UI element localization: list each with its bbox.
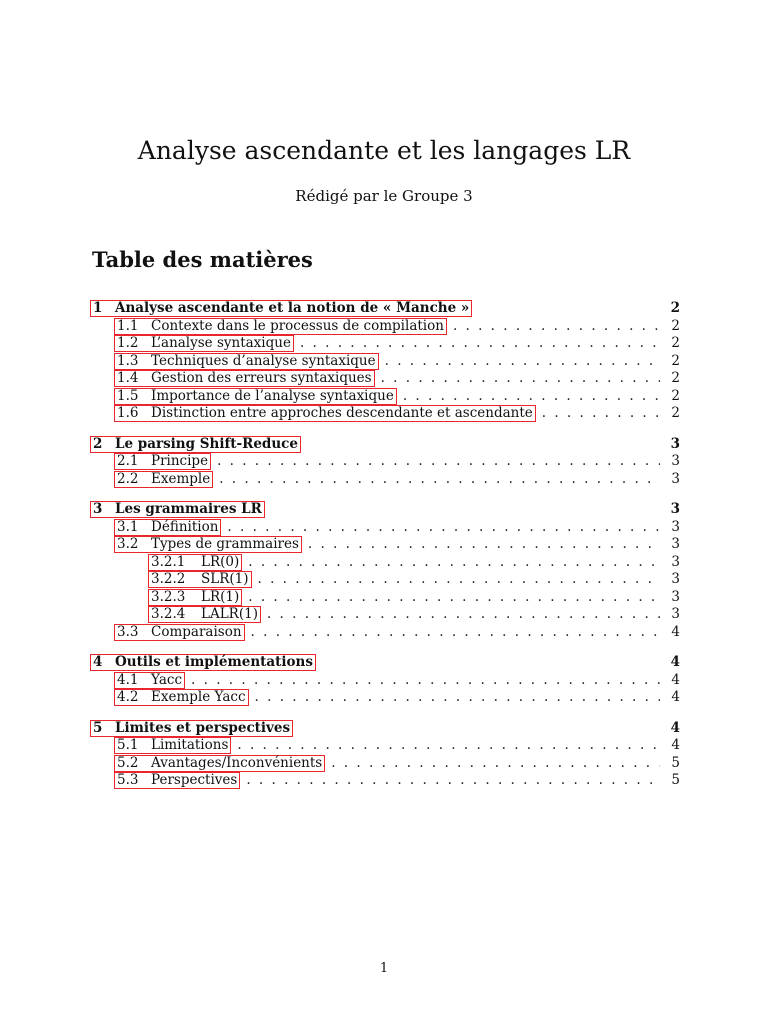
toc-entry-title: Gestion des erreurs syntaxiques [151, 370, 372, 386]
toc-entry-number: 1 [93, 300, 103, 316]
toc-page-number: 2 [671, 387, 680, 404]
toc-entry-link[interactable] [90, 720, 293, 737]
toc-page-number: 5 [671, 772, 680, 788]
dot-leader [403, 388, 660, 406]
toc-entry-title: SLR(1) [201, 571, 249, 587]
toc-entry-link[interactable] [114, 689, 249, 706]
toc-subsection-row [90, 737, 680, 755]
toc-page-number: 2 [670, 300, 680, 316]
dot-leader [258, 571, 660, 589]
toc-subsection-row [90, 335, 680, 353]
toc-entry-title: LR(0) [201, 553, 240, 570]
toc-page-number: 4 [671, 623, 680, 640]
toc-entry-title: Limitations [151, 737, 229, 753]
table-of-contents [90, 300, 680, 803]
toc-entry-title: Yacc [151, 671, 183, 688]
dot-leader [308, 536, 660, 554]
toc-entry-number: 5.2 [117, 754, 139, 771]
toc-page-number: 4 [671, 671, 680, 688]
toc-section-row [90, 654, 680, 672]
toc-entry-title: Perspectives [151, 772, 238, 788]
toc-entry-link[interactable] [90, 501, 265, 518]
toc-page-number: 2 [671, 405, 680, 421]
toc-entry-link[interactable] [114, 536, 302, 553]
dot-leader [385, 353, 660, 371]
toc-subsection-row [90, 370, 680, 388]
toc-entry-link[interactable] [114, 519, 221, 536]
toc-entry-number: 1.4 [117, 370, 139, 386]
dot-leader [267, 606, 660, 624]
toc-entry-title: Exemple [151, 470, 211, 487]
toc-entry-link[interactable] [148, 571, 252, 588]
toc-subsubsection-row [90, 571, 680, 589]
toc-entry-link[interactable] [114, 370, 375, 387]
dot-leader [251, 624, 660, 642]
toc-page-number: 2 [671, 335, 680, 351]
toc-entry-link[interactable] [114, 388, 397, 405]
toc-page-number: 2 [671, 352, 680, 369]
toc-entry-number: 1.6 [117, 405, 139, 421]
toc-entry-title: Contexte dans le processus de compilation [151, 317, 444, 334]
toc-entry-title: Principe [151, 453, 209, 469]
toc-section [90, 436, 680, 489]
toc-page-number: 3 [671, 470, 680, 487]
toc-entry-number: 5.1 [117, 737, 139, 753]
toc-entry-number: 4.1 [117, 671, 139, 688]
toc-entry-number: 2.1 [117, 453, 139, 469]
toc-page-number: 4 [670, 654, 680, 670]
dot-leader [255, 689, 660, 707]
toc-entry-number: 5.3 [117, 772, 139, 788]
toc-entry-number: 4 [93, 654, 103, 670]
toc-entry-number: 3 [93, 501, 103, 517]
toc-page-number: 3 [671, 553, 680, 570]
toc-page-number: 3 [670, 501, 680, 517]
toc-entry-title: Exemple Yacc [151, 689, 246, 705]
toc-entry-number: 3.3 [117, 623, 139, 640]
toc-section [90, 720, 680, 790]
toc-entry-number: 2.2 [117, 470, 139, 487]
dot-leader [453, 318, 660, 336]
toc-entry-number: 3.2 [117, 536, 139, 552]
toc-entry-title: LR(1) [201, 588, 240, 605]
toc-entry-number: 3.2.3 [151, 588, 186, 605]
toc-entry-title: LALR(1) [201, 606, 258, 622]
toc-page-number: 4 [671, 689, 680, 705]
toc-entry-link[interactable] [114, 335, 294, 352]
dot-leader [237, 737, 660, 755]
toc-entry-number: 4.2 [117, 689, 139, 705]
toc-entry-title: Les grammaires LR [115, 501, 262, 517]
toc-page-number: 3 [671, 588, 680, 605]
toc-section-row [90, 720, 680, 738]
toc-page-number: 3 [671, 571, 680, 587]
toc-subsection-row [90, 405, 680, 423]
toc-entry-number: 5 [93, 719, 103, 736]
toc-entry-link[interactable] [114, 318, 447, 335]
toc-page-number: 3 [671, 606, 680, 622]
toc-entry-number: 1.3 [117, 352, 139, 369]
toc-subsection-row [90, 453, 680, 471]
page-number: 1 [379, 961, 389, 976]
toc-subsection-row [90, 353, 680, 371]
dot-leader [248, 589, 660, 607]
toc-entry-number: 3.2.2 [151, 571, 186, 587]
toc-entry-link[interactable] [114, 453, 211, 470]
toc-entry-number: 3.2.4 [151, 606, 186, 622]
toc-subsection-row [90, 672, 680, 690]
toc-entry-title: Analyse ascendante et la notion de « Manche » [115, 300, 470, 316]
toc-page-number: 4 [671, 737, 680, 753]
dot-leader [381, 370, 660, 388]
dot-leader [300, 335, 660, 353]
dot-leader [191, 672, 660, 690]
toc-page-number: 2 [671, 317, 680, 334]
toc-entry-link[interactable] [90, 654, 316, 671]
toc-page-number: 2 [671, 370, 680, 386]
toc-entry-title: Outils et implémentations [115, 654, 313, 670]
toc-entry-title: Le parsing Shift-Reduce [115, 435, 298, 452]
document-title: Analyse ascendante et les langages LR [137, 136, 631, 165]
toc-entry-title: Définition [151, 518, 219, 535]
dot-leader [217, 453, 660, 471]
toc-section [90, 654, 680, 707]
toc-entry-link[interactable] [114, 353, 379, 370]
toc-subsubsection-row [90, 554, 680, 572]
toc-subsection-row [90, 388, 680, 406]
toc-entry-link[interactable] [114, 405, 536, 422]
toc-subsection-row [90, 318, 680, 336]
toc-section [90, 300, 680, 423]
toc-subsection-row [90, 471, 680, 489]
toc-section-row [90, 300, 680, 318]
toc-entry-link[interactable] [114, 624, 245, 641]
toc-entry-number: 3.2.1 [151, 553, 186, 570]
toc-entry-link[interactable] [114, 755, 325, 772]
toc-entry-link[interactable] [148, 589, 242, 606]
toc-entry-title: Avantages/Inconvénients [151, 754, 323, 771]
toc-entry-title: Techniques d’analyse syntaxique [151, 352, 376, 369]
dot-leader [219, 471, 660, 489]
toc-page-number: 3 [671, 518, 680, 535]
toc-entry-title: Importance de l’analyse syntaxique [151, 387, 394, 404]
toc-entry-title: Distinction entre approches descendante et ascendante [151, 405, 533, 421]
toc-section-row [90, 436, 680, 454]
toc-subsection-row [90, 755, 680, 773]
toc-entry-link[interactable] [114, 471, 213, 488]
toc-page-number: 4 [670, 719, 680, 736]
toc-entry-number: 1.1 [117, 317, 139, 334]
toc-entry-link[interactable] [114, 672, 185, 689]
toc-subsection-row [90, 689, 680, 707]
toc-entry-link[interactable] [148, 606, 261, 623]
toc-subsection-row [90, 624, 680, 642]
toc-page-number: 5 [671, 754, 680, 771]
toc-entry-link[interactable] [114, 772, 240, 789]
toc-entry-link[interactable] [114, 737, 231, 754]
toc-page-number: 3 [671, 453, 680, 469]
toc-section-row [90, 501, 680, 519]
toc-entry-number: 3.1 [117, 518, 139, 535]
toc-entry-link[interactable] [148, 554, 242, 571]
dot-leader [248, 554, 660, 572]
toc-page-number: 3 [671, 536, 680, 552]
dot-leader [227, 519, 660, 537]
toc-heading: Table des matières [92, 247, 313, 272]
document-subtitle: Rédigé par le Groupe 3 [295, 187, 473, 205]
toc-subsection-row [90, 519, 680, 537]
dot-leader [331, 755, 660, 773]
toc-entry-title: Comparaison [151, 623, 242, 640]
toc-page-number: 3 [670, 435, 680, 452]
toc-entry-title: L’analyse syntaxique [151, 335, 291, 351]
toc-entry-title: Limites et perspectives [115, 719, 291, 736]
toc-entry-number: 1.2 [117, 335, 139, 351]
dot-leader [542, 405, 660, 423]
toc-subsection-row [90, 536, 680, 554]
toc-subsubsection-row [90, 589, 680, 607]
toc-entry-link[interactable] [90, 436, 301, 453]
toc-entry-link[interactable] [90, 300, 472, 317]
toc-entry-title: Types de grammaires [151, 536, 299, 552]
toc-subsection-row [90, 772, 680, 790]
toc-entry-number: 1.5 [117, 387, 139, 404]
toc-section [90, 501, 680, 641]
toc-subsubsection-row [90, 606, 680, 624]
toc-entry-number: 2 [93, 435, 103, 452]
dot-leader [246, 772, 660, 790]
